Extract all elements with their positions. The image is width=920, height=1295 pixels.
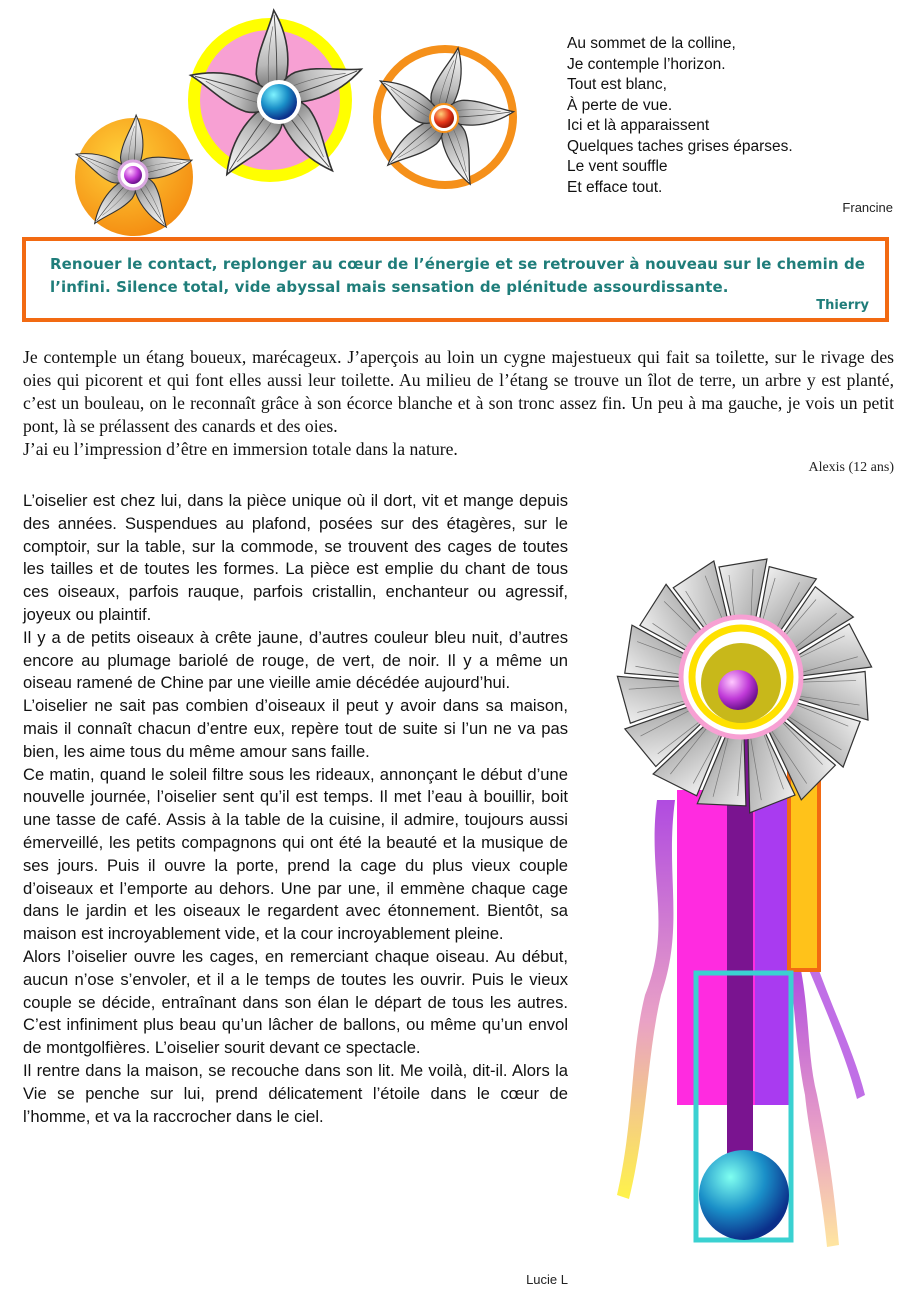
paragraph: Alors l’oiselier ouvre les cages, en remerciant chaque oiseau. Au début, aucun n’ose s’envoler, et il a le temps de toutes les ouvrir. Puis le vieux couple se décide, entraînant dans son élan le départ de tous les autres. C’est infiniment plus beau qu’un lâcher de ballons, ou même qu’un envol de montgolfières. L’oiselier sourit devant ce spectacle. (23, 946, 568, 1058)
paragraph: Je contemple un étang boueux, marécageux. J’aperçois au loin un cygne majestueux qui fait sa toilette, sur le rivage des oies qui picorent et qui font elles aussi leur toilette. Au milieu de l’étang se trouve un îlot de terre, un arbre y est planté, c’est un bouleau, on le reconnaît grâce à son écorce blanche et à son tronc assez fin. Un peu à ma gauche, je vois un petit pont, là se prélassent des canards et des oies. (23, 347, 894, 436)
paragraph: Ce matin, quand le soleil filtre sous les rideaux, annonçant le début d’une nouvelle journée, l’oiselier sent qu’il est temps. Il met l’eau à bouillir, boit une tasse de café. Assis à la table de la cuisine, il admire, toujours aussi émerveillé, les petits compagnons qui ont été la beauté et la musique de ses jours. Puis il ouvre la porte, prend la cage du plus vieux couple d’oiseaux et l’emporte au dehors. Une par une, il emmène chaque cage dans le jardin et les oiseaux le regardent avec étonnement. Bientôt, sa maison est incroyablement vide, et la cour incroyablement pleine. (23, 764, 568, 944)
story-text (23, 490, 568, 1128)
quote-box (22, 237, 889, 322)
poem-line: Tout est blanc, (567, 76, 667, 93)
poem-line: Au sommet de la colline, (567, 35, 736, 52)
poem-line: À perte de vue. (567, 96, 673, 114)
poem-author: Francine (842, 200, 893, 215)
poem-line: Je contemple l’horizon. (567, 55, 726, 73)
paragraph: Il y a de petits oiseaux à crête jaune, d’autres couleur bleu nuit, d’autres encore au plumage bariolé de rouge, de vert, de noir. Il y a même un oiseau ramené de Chine par une vieille amie décédée aujourd’hui. (23, 627, 568, 693)
paragraph: Il rentre dans la maison, se recouche dans son lit. Me voilà, dit-il. Alors la Vie se penche sur lui, prend délicatement l’étoile dans le cœur de l’homme, et va la raccrocher dans le ciel. (23, 1060, 568, 1126)
flowers-illustration (60, 0, 530, 240)
paragraph: L’oiselier ne sait pas combien d’oiseaux il peut y avoir dans sa maison, mais il connaît chacun d’entre eux, repère tout de suite si l’un ne va pas bien, les aime tous du même amour sans faille. (23, 696, 568, 761)
poem-line: Et efface tout. (567, 178, 663, 196)
story-author: Lucie L (526, 1272, 568, 1287)
quote-text: Renouer le contact, replonger au cœur de l’énergie et se retrouver à nouveau sur le chemin de l’infini. Silence total, vide abyssal mais sensation de plénitude assourdissante. (50, 255, 866, 296)
paragraph: L’oiselier est chez lui, dans la pièce unique où il dort, vit et mange depuis des années. Suspendues au plafond, posées sur des étagères, sur le comptoir, sur la table, sur la commode, se trouvent des cages de toutes les tailles et de toutes les formes. La pièce est emplie du chant de tous ces oiseaux, parfois rauque, parfois cristallin, enchanteur ou agressif, joyeux ou plaintif. (23, 491, 568, 624)
paragraph: J’ai eu l’impression d’être en immersion totale dans la nature. (23, 439, 458, 459)
poem-line: Le vent souffle (567, 158, 668, 175)
poem-line: Ici et là apparaissent (567, 117, 710, 134)
alexis-author: Alexis (12 ans) (808, 460, 894, 475)
quote-author: Thierry (816, 298, 869, 313)
poem (567, 34, 897, 198)
poem-line: Quelques taches grises éparses. (567, 137, 793, 155)
ribbon-flower-illustration (595, 495, 895, 1255)
alexis-text (23, 346, 894, 461)
